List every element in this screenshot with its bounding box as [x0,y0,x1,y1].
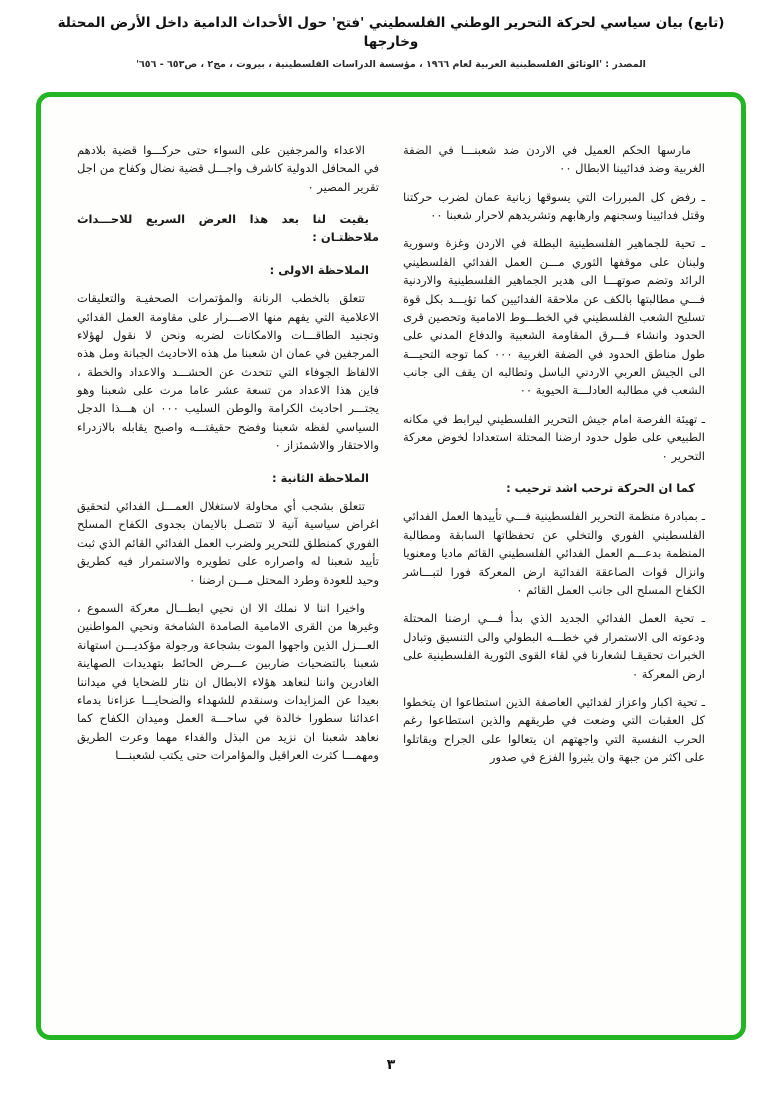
paragraph: ـ تحية العمل الفدائي الجديد الذي بدأ فـــي ارضنا المحتلة ودعوته الى الاستمرار في خطـــه البطولي والى التنسيق وتبادل الخبرات تحقيقـا لشعارنا في لقاء القوى الثورية الفلسطينية على ارض المعركة ٠ [403,611,705,681]
page-number: ٣ [386,1057,396,1073]
section-heading: بقيت لنا بعد هذا العرض السريع للاحـــداث ملاحظتـان : [77,211,379,245]
paragraph: ـ بمبادرة منظمة التحرير الفلسطينية فـــي تأييدها العمل الفدائي الفلسطيني الفوري والتخلي عن تحفظاتها السابقة ومطالبة المنظمة بدعـــم العمل الفدائي الفلسطيني القائم ماديا ومعنويا وانزال قوات الصاعقة الفدائية ارض المعركة فورا لتبـــاشر الكفاح المسلح الى جانب العمل القائم ٠ [403,509,705,597]
column-right [403,141,705,1005]
green-border-frame [36,92,746,1040]
paragraph: واخيرا اننا لا نملك الا ان نحيي ابطـــال معركة السموع ، وغيرها من القرى الامامية الصامدة الشامخة ونحيي المواطنين العـــزل الذين واجهوا الموت بشجاعة ورجولة مؤكديـــن استهانة شعبنا بالتضحيات ضاربين عـــرض الحائط بتهديدات الصهاينة الغادرين واننا لنعاهد هؤلاء الابطال ان نثار للضحايا في ميداننا بعيدا عن المزايدات وسنقدم للشهداء والضحايـــا عزاءنا بدماء اعدائنا سطورا خالدة في ساحـــة العمل وميدان الكفاح كما نعاهد شعبنا ان نزيد من البذل والفداء مهما وعرت الطريق ومهمـــا كثرت العراقيل والمؤامرات حتى يكتب لشعبنـــا [77,600,379,763]
section-heading: الملاحظة الاولى : [269,262,369,277]
section-heading: الملاحظة الثانية : [271,470,369,485]
paragraph: ـ تحية للجماهير الفلسطينية البطلة في الاردن وغزة وسورية ولبنان على موقفها الثوري مـــن العمل الفدائي الفلسطيني الرائد وتضم صوتهـــا الى هدير الجماهير الفلسطينية والاردنية فـــي مطالبتها بالكف عن ملاحقة الفدائيين كما تؤيـــد بكل قوة تسليح الشعب الفلسطيني في الخطـــوط الامامية وتحصين قرى الحدود وانشاء فـــرق المقاومة الشعبية والدفاع المدني على طول مناطق الحدود في الضفة الغربية ٠٠٠ كما توجه التحيـــة الى الجيش العربي الاردني الباسل وتطالبه ان يقف الى جانب الشعب في مطالبه العادلـــة الحيوية ٠٠ [403,236,705,398]
paragraph: الاعداء والمرجفين على السواء حتى حركـــوا قضية بلادهم في المحافل الدولية كاشرف واجـــل قضية نضال وكفاح من اجل تقرير المصير ٠ [77,142,379,194]
column-left [77,141,379,1005]
document-title: (تابع) بيان سياسي لحركة التحرير الوطني الفلسطيني 'فتح' حول الأحداث الدامية داخل الأرض المحتلة وخارجها [57,15,725,50]
paragraph: تتعلق بشجب أي محاولة لاستغلال العمـــل الفدائي لتحقيق اغراض سياسية آنية لا تتصـل بالايمان بجدوى الكفاح المسلح الفوري كمنطلق للتحرير ولضرب العمل الفدائي القائم الذي ثبت تأييد شعبنا له واصراره على تطويره والاستمرار فيه كطريق وحيد للعودة وطرد المحتل مـــن ارضنا ٠ [77,499,379,587]
paragraph: ـ رفض كل المبررات التي يسوقها زبانية عمان لضرب حركتنا وقتل فدائيينا وسجنهم وارهابهم وتشريدهم لاحرار شعبنا ٠٠ [403,189,705,222]
paragraph: مارسها الحكم العميل في الاردن ضد شعبنـــا في الضفة الغربية وضد فدائيينا الابطال ٠٠ [403,142,705,176]
document-header [0,0,782,70]
section-heading: كما ان الحركة ترحب اشد ترحيب : [506,481,695,496]
document-source: المصدر : 'الوثائق الفلسطينية العربية لعام ١٩٦٦ ، مؤسسة الدراسات الفلسطينية ، بيروت ، مج٢ ، ص٦٥٣ - ٦٥٦' [136,58,646,70]
paragraph: ـ تهيئة الفرصة امام جيش التحرير الفلسطيني ليرابط في مكانه الطبيعي على طول حدود ارضنا المحتلة استعدادا لخوض معركة التحرير ٠ [403,411,705,463]
text-columns [77,141,705,1005]
paragraph: ـ تحية اكبار واعزاز لفدائيي العاصفة الذين استطاعوا ان يتخطوا كل العقبات التي وضعت في طريقهم والذين استطاعوا رغم الحرب النفسية التي واجهتهم ان يتعالوا على الجراح ويقاتلوا على اكثر من جبهة وان يثيروا الفزع في صدور [403,694,705,765]
paragraph: تتعلق بالخطب الرنانة والمؤتمرات الصحفيـة والتعليقات الاعلامية التي يفهم منها الاصـــرار على مقاومة العمل الفدائي وتجنيد الطاقـــات والامكانات لضربه ونحن لا نقول لهؤلاء المرجفين في عمان ان شعبنا مل هذه الاحاديث الجبانة ومل هذه الالفاظ الجوفاء التي تتحدث عن الحشـــد والاعداد والخطة ، فاين هذا الاعداد من تسعة عشر عاما مرت على شعبنا وهو يجتـــر احاديث الكرامة والوطن السليب ٠٠٠ ان هـــذا الدجل السياسي لفظه شعبنا وفضح حقيقتـــه واصبح يقابله بالازدراء والاحتقار والاشمئزاز ٠ [77,291,379,453]
